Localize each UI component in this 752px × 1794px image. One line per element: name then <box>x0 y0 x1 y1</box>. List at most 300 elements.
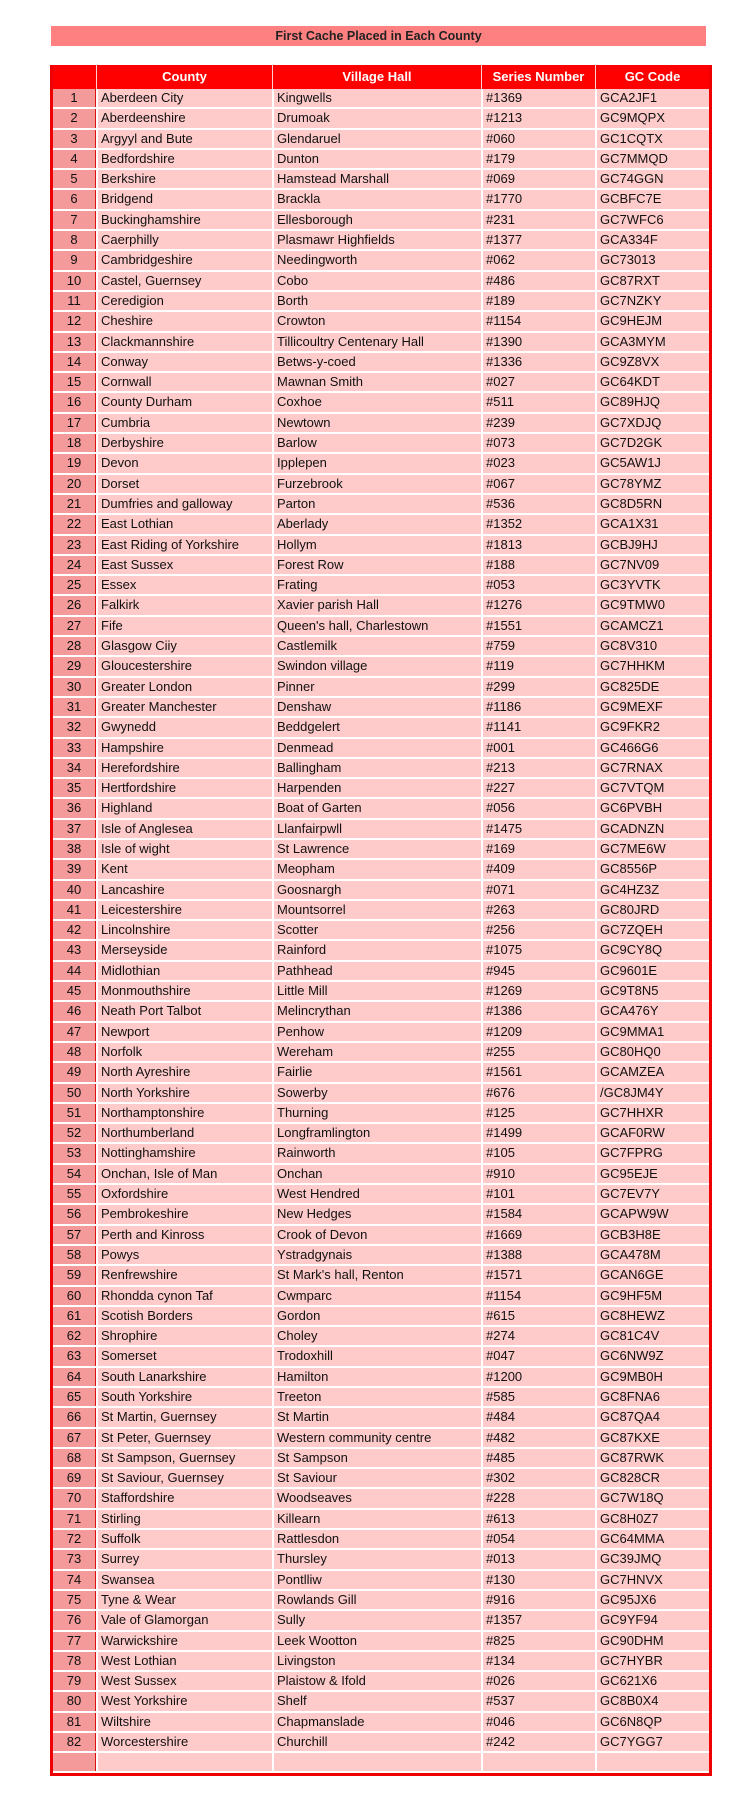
header-index <box>53 65 96 89</box>
table-row <box>53 698 709 718</box>
table-row <box>53 617 709 637</box>
county-cell: Midlothian <box>96 962 272 980</box>
series-number-cell: #1075 <box>481 941 595 959</box>
table-row <box>53 1489 709 1509</box>
village-hall-cell: Melincrythan <box>272 1002 481 1020</box>
table-row <box>53 1347 709 1367</box>
county-cell: Cambridgeshire <box>96 251 272 269</box>
table-row <box>53 556 709 576</box>
row-number: 69 <box>53 1469 96 1487</box>
table-row <box>53 251 709 271</box>
table-row <box>53 1307 709 1327</box>
county-cell: Merseyside <box>96 941 272 959</box>
village-hall-cell: Hollym <box>272 536 481 554</box>
county-cell: Suffolk <box>96 1530 272 1548</box>
village-hall-cell: Beddgelert <box>272 718 481 736</box>
row-number: 51 <box>53 1104 96 1122</box>
village-hall-cell: Choley <box>272 1327 481 1345</box>
row-number: 30 <box>53 678 96 696</box>
row-number: 66 <box>53 1408 96 1426</box>
gc-code-cell: GCAMCZ1 <box>595 617 709 635</box>
gc-code-cell: GC6N8QP <box>595 1713 709 1731</box>
series-number-cell: #046 <box>481 1713 595 1731</box>
county-cell: Northamptonshire <box>96 1104 272 1122</box>
county-cell: West Lothian <box>96 1652 272 1670</box>
series-number-cell: #302 <box>481 1469 595 1487</box>
row-number: 17 <box>53 414 96 432</box>
county-cell: Berkshire <box>96 170 272 188</box>
county-cell: Clackmannshire <box>96 333 272 351</box>
county-cell: Bedfordshire <box>96 150 272 168</box>
row-number: 64 <box>53 1368 96 1386</box>
gc-code-cell: GC7MMQD <box>595 150 709 168</box>
village-hall-cell: Pathhead <box>272 962 481 980</box>
series-number-cell: #134 <box>481 1652 595 1670</box>
table-row <box>53 820 709 840</box>
gc-code-cell: GCA478M <box>595 1246 709 1264</box>
table-row <box>53 1611 709 1631</box>
series-number-cell: #1154 <box>481 312 595 330</box>
gc-code-cell: GC87RWK <box>595 1449 709 1467</box>
row-number: 81 <box>53 1713 96 1731</box>
gc-code-cell: GC7FPRG <box>595 1144 709 1162</box>
series-number-cell: #1475 <box>481 820 595 838</box>
series-number-cell: #1209 <box>481 1023 595 1041</box>
row-number: 31 <box>53 698 96 716</box>
table-row <box>53 1002 709 1022</box>
table-row <box>53 779 709 799</box>
row-number: 23 <box>53 536 96 554</box>
gc-code-cell: GC80HQ0 <box>595 1043 709 1061</box>
village-hall-cell: Plaistow & Ifold <box>272 1672 481 1690</box>
series-number-cell: #026 <box>481 1672 595 1690</box>
table-row <box>53 921 709 941</box>
gc-code-cell: GC39JMQ <box>595 1550 709 1568</box>
table-row <box>53 434 709 454</box>
county-cell: Greater Manchester <box>96 698 272 716</box>
county-cell: St Sampson, Guernsey <box>96 1449 272 1467</box>
county-cell: Perth and Kinross <box>96 1226 272 1244</box>
row-number: 9 <box>53 251 96 269</box>
table-row <box>53 596 709 616</box>
village-hall-cell: Plasmawr Highfields <box>272 231 481 249</box>
table-title: First Cache Placed in Each County <box>51 26 706 46</box>
series-number-cell: #1551 <box>481 617 595 635</box>
county-cell: Derbyshire <box>96 434 272 452</box>
village-hall-cell: Castlemilk <box>272 637 481 655</box>
table-row <box>53 881 709 901</box>
series-number-cell: #676 <box>481 1084 595 1102</box>
gc-code-cell: GC7XDJQ <box>595 414 709 432</box>
county-cell: Leicestershire <box>96 901 272 919</box>
gc-code-cell: GC9MQPX <box>595 109 709 127</box>
gc-code-cell: GC4HZ3Z <box>595 881 709 899</box>
gc-code-cell: GC6PVBH <box>595 799 709 817</box>
table-row <box>53 312 709 332</box>
series-number-cell: #013 <box>481 1550 595 1568</box>
series-number-cell: #001 <box>481 739 595 757</box>
table-row <box>53 536 709 556</box>
row-number: 53 <box>53 1144 96 1162</box>
village-hall-cell: Boat of Garten <box>272 799 481 817</box>
county-cell: Lincolnshire <box>96 921 272 939</box>
county-cell: Falkirk <box>96 596 272 614</box>
row-number: 22 <box>53 515 96 533</box>
table-row <box>53 353 709 373</box>
county-cell: Somerset <box>96 1347 272 1365</box>
village-hall-cell: Newtown <box>272 414 481 432</box>
village-hall-cell: Queen's hall, Charlestown <box>272 617 481 635</box>
series-number-cell: #179 <box>481 150 595 168</box>
empty-cell <box>595 1753 709 1771</box>
row-number: 16 <box>53 393 96 411</box>
village-hall-cell: Goosnargh <box>272 881 481 899</box>
row-number: 78 <box>53 1652 96 1670</box>
row-number: 62 <box>53 1327 96 1345</box>
table-row <box>53 1287 709 1307</box>
row-number: 82 <box>53 1733 96 1751</box>
gc-code-cell: GC90DHM <box>595 1632 709 1650</box>
village-hall-cell: Rowlands Gill <box>272 1591 481 1609</box>
gc-code-cell: GC87KXE <box>595 1429 709 1447</box>
county-cell: Highland <box>96 799 272 817</box>
county-cell: Gloucestershire <box>96 657 272 675</box>
series-number-cell: #1377 <box>481 231 595 249</box>
series-number-cell: #1352 <box>481 515 595 533</box>
row-number: 77 <box>53 1632 96 1650</box>
village-hall-cell: Mawnan Smith <box>272 373 481 391</box>
row-number: 47 <box>53 1023 96 1041</box>
table-row <box>53 657 709 677</box>
table-row <box>53 393 709 413</box>
row-number: 46 <box>53 1002 96 1020</box>
county-cell: Monmouthshire <box>96 982 272 1000</box>
gc-code-cell: GC7D2GK <box>595 434 709 452</box>
village-hall-cell: Longframlington <box>272 1124 481 1142</box>
table-row <box>53 637 709 657</box>
village-hall-cell: Livingston <box>272 1652 481 1670</box>
row-number: 44 <box>53 962 96 980</box>
table-row <box>53 454 709 474</box>
row-number: 15 <box>53 373 96 391</box>
series-number-cell: #047 <box>481 1347 595 1365</box>
row-number: 54 <box>53 1165 96 1183</box>
county-cell: South Lanarkshire <box>96 1368 272 1386</box>
series-number-cell: #1141 <box>481 718 595 736</box>
gc-code-cell: GC7NV09 <box>595 556 709 574</box>
row-number: 6 <box>53 190 96 208</box>
series-number-cell: #255 <box>481 1043 595 1061</box>
row-number: 48 <box>53 1043 96 1061</box>
county-cell: West Sussex <box>96 1672 272 1690</box>
county-cell: Vale of Glamorgan <box>96 1611 272 1629</box>
county-cell: East Lothian <box>96 515 272 533</box>
village-hall-cell: Hamilton <box>272 1368 481 1386</box>
series-number-cell: #1336 <box>481 353 595 371</box>
village-hall-cell: Dunton <box>272 150 481 168</box>
village-hall-cell: Denmead <box>272 739 481 757</box>
county-cell: Aberdeenshire <box>96 109 272 127</box>
table-row <box>53 1165 709 1185</box>
village-hall-cell: Woodseaves <box>272 1489 481 1507</box>
table-row <box>53 130 709 150</box>
table-row <box>53 1652 709 1672</box>
village-hall-cell: Parton <box>272 495 481 513</box>
village-hall-cell: New Hedges <box>272 1205 481 1223</box>
series-number-cell: #071 <box>481 881 595 899</box>
gc-code-cell: GCAMZEA <box>595 1063 709 1081</box>
row-number: 10 <box>53 272 96 290</box>
county-cell: Neath Port Talbot <box>96 1002 272 1020</box>
gc-code-cell: GC7HYBR <box>595 1652 709 1670</box>
table-row <box>53 1692 709 1712</box>
village-hall-cell: Penhow <box>272 1023 481 1041</box>
table-row <box>53 901 709 921</box>
row-number: 25 <box>53 576 96 594</box>
table-row <box>53 1043 709 1063</box>
village-hall-cell: Cobo <box>272 272 481 290</box>
row-number: 2 <box>53 109 96 127</box>
village-hall-cell: St Sampson <box>272 1449 481 1467</box>
gc-code-cell: GC81C4V <box>595 1327 709 1345</box>
village-hall-cell: Hamstead Marshall <box>272 170 481 188</box>
table-row <box>53 89 709 109</box>
village-hall-cell: Trodoxhill <box>272 1347 481 1365</box>
county-cell: Dumfries and galloway <box>96 495 272 513</box>
village-hall-cell: Churchill <box>272 1733 481 1751</box>
header-village-hall: Village Hall <box>272 65 481 89</box>
village-hall-cell: Little Mill <box>272 982 481 1000</box>
county-cell: Nottinghamshire <box>96 1144 272 1162</box>
village-hall-cell: Xavier parish Hall <box>272 596 481 614</box>
series-number-cell: #213 <box>481 759 595 777</box>
county-cell: Gwynedd <box>96 718 272 736</box>
series-number-cell: #1388 <box>481 1246 595 1264</box>
gc-code-cell: GC3YVTK <box>595 576 709 594</box>
village-hall-cell: Crook of Devon <box>272 1226 481 1244</box>
series-number-cell: #615 <box>481 1307 595 1325</box>
series-number-cell: #759 <box>481 637 595 655</box>
county-cell: Ceredigion <box>96 292 272 310</box>
gc-code-cell: GC7RNAX <box>595 759 709 777</box>
village-hall-cell: Swindon village <box>272 657 481 675</box>
table-row <box>53 962 709 982</box>
row-number: 68 <box>53 1449 96 1467</box>
series-number-cell: #484 <box>481 1408 595 1426</box>
village-hall-cell: Denshaw <box>272 698 481 716</box>
row-number: 76 <box>53 1611 96 1629</box>
table-row <box>53 1408 709 1428</box>
gc-code-cell: GCA476Y <box>595 1002 709 1020</box>
gc-code-cell: GC8556P <box>595 860 709 878</box>
table-row <box>53 414 709 434</box>
series-number-cell: #1561 <box>481 1063 595 1081</box>
gc-code-cell: GCA2JF1 <box>595 89 709 107</box>
table-row <box>53 576 709 596</box>
county-cell: Hampshire <box>96 739 272 757</box>
table-row <box>53 982 709 1002</box>
village-hall-cell: Killearn <box>272 1510 481 1528</box>
row-number: 18 <box>53 434 96 452</box>
series-number-cell: #1186 <box>481 698 595 716</box>
table-row <box>53 1733 709 1753</box>
gc-code-cell: GCAN6GE <box>595 1266 709 1284</box>
table-row <box>53 211 709 231</box>
row-number: 43 <box>53 941 96 959</box>
county-cell: Glasgow Ciiy <box>96 637 272 655</box>
village-hall-cell: Betws-y-coed <box>272 353 481 371</box>
county-cell: Buckinghamshire <box>96 211 272 229</box>
row-number: 24 <box>53 556 96 574</box>
row-number: 40 <box>53 881 96 899</box>
series-number-cell: #274 <box>481 1327 595 1345</box>
county-cell: Aberdeen City <box>96 89 272 107</box>
gc-code-cell: GCADNZN <box>595 820 709 838</box>
series-number-cell: #1200 <box>481 1368 595 1386</box>
gc-code-cell: GC621X6 <box>595 1672 709 1690</box>
county-cell: Newport <box>96 1023 272 1041</box>
county-cell: Fife <box>96 617 272 635</box>
header-gc-code: GC Code <box>595 65 709 89</box>
village-hall-cell: Aberlady <box>272 515 481 533</box>
series-number-cell: #062 <box>481 251 595 269</box>
row-number: 45 <box>53 982 96 1000</box>
series-number-cell: #125 <box>481 1104 595 1122</box>
row-number: 21 <box>53 495 96 513</box>
series-number-cell: #023 <box>481 454 595 472</box>
table-row <box>53 1246 709 1266</box>
village-hall-cell: Harpenden <box>272 779 481 797</box>
gc-code-cell: GCA334F <box>595 231 709 249</box>
row-number: 72 <box>53 1530 96 1548</box>
village-hall-cell: Ballingham <box>272 759 481 777</box>
table-row <box>53 1591 709 1611</box>
gc-code-cell: GCBJ9HJ <box>595 536 709 554</box>
gc-code-cell: GCA1X31 <box>595 515 709 533</box>
county-cell: St Peter, Guernsey <box>96 1429 272 1447</box>
gc-code-cell: GC8H0Z7 <box>595 1510 709 1528</box>
county-cell: Bridgend <box>96 190 272 208</box>
series-number-cell: #537 <box>481 1692 595 1710</box>
table-row <box>53 1368 709 1388</box>
county-cell: Tyne & Wear <box>96 1591 272 1609</box>
table-row <box>53 1510 709 1530</box>
village-hall-cell: Glendaruel <box>272 130 481 148</box>
row-number: 79 <box>53 1672 96 1690</box>
county-cell: Lancashire <box>96 881 272 899</box>
series-number-cell: #1154 <box>481 1287 595 1305</box>
table-row <box>53 272 709 292</box>
gc-code-cell: GC9MB0H <box>595 1368 709 1386</box>
row-number: 27 <box>53 617 96 635</box>
gc-code-cell: GCAF0RW <box>595 1124 709 1142</box>
row-number: 29 <box>53 657 96 675</box>
row-number: 67 <box>53 1429 96 1447</box>
village-hall-cell: Pontlliw <box>272 1571 481 1589</box>
table-row <box>53 333 709 353</box>
row-number: 35 <box>53 779 96 797</box>
gc-code-cell: GC7W18Q <box>595 1489 709 1507</box>
table-row <box>53 1632 709 1652</box>
village-hall-cell: Scotter <box>272 921 481 939</box>
series-number-cell: #054 <box>481 1530 595 1548</box>
gc-code-cell: GC64KDT <box>595 373 709 391</box>
series-number-cell: #101 <box>481 1185 595 1203</box>
gc-code-cell: GC9MMA1 <box>595 1023 709 1041</box>
gc-code-cell: GC89HJQ <box>595 393 709 411</box>
series-number-cell: #613 <box>481 1510 595 1528</box>
series-number-cell: #189 <box>481 292 595 310</box>
series-number-cell: #1669 <box>481 1226 595 1244</box>
village-hall-cell: Drumoak <box>272 109 481 127</box>
row-number: 56 <box>53 1205 96 1223</box>
gc-code-cell: GC80JRD <box>595 901 709 919</box>
village-hall-cell: Fairlie <box>272 1063 481 1081</box>
series-number-cell: #027 <box>481 373 595 391</box>
row-number: 57 <box>53 1226 96 1244</box>
table-row <box>53 1429 709 1449</box>
village-hall-cell: Crowton <box>272 312 481 330</box>
village-hall-cell: St Saviour <box>272 1469 481 1487</box>
empty-cell <box>53 1753 96 1771</box>
gc-code-cell: GC7HHXR <box>595 1104 709 1122</box>
county-cell: Devon <box>96 454 272 472</box>
series-number-cell: #1571 <box>481 1266 595 1284</box>
row-number: 7 <box>53 211 96 229</box>
county-cell: Caerphilly <box>96 231 272 249</box>
village-hall-cell: Mountsorrel <box>272 901 481 919</box>
series-number-cell: #1369 <box>481 89 595 107</box>
gc-code-cell: GC74GGN <box>595 170 709 188</box>
empty-cell <box>96 1753 272 1771</box>
table-row <box>53 1084 709 1104</box>
table-body <box>53 89 709 1773</box>
series-number-cell: #1813 <box>481 536 595 554</box>
row-number: 38 <box>53 840 96 858</box>
county-cell: County Durham <box>96 393 272 411</box>
village-hall-cell: Cwmparc <box>272 1287 481 1305</box>
table-row <box>53 1185 709 1205</box>
row-number: 75 <box>53 1591 96 1609</box>
row-number: 11 <box>53 292 96 310</box>
gc-code-cell: GC95JX6 <box>595 1591 709 1609</box>
series-number-cell: #188 <box>481 556 595 574</box>
county-cell: Kent <box>96 860 272 878</box>
county-cell: Cornwall <box>96 373 272 391</box>
series-number-cell: #169 <box>481 840 595 858</box>
series-number-cell: #069 <box>481 170 595 188</box>
row-number: 36 <box>53 799 96 817</box>
series-number-cell: #228 <box>481 1489 595 1507</box>
row-number: 28 <box>53 637 96 655</box>
series-number-cell: #060 <box>481 130 595 148</box>
row-number: 59 <box>53 1266 96 1284</box>
county-cell: Norfolk <box>96 1043 272 1061</box>
gc-code-cell: GC9MEXF <box>595 698 709 716</box>
county-cell: St Saviour, Guernsey <box>96 1469 272 1487</box>
gc-code-cell: GC825DE <box>595 678 709 696</box>
county-cell: Greater London <box>96 678 272 696</box>
row-number: 50 <box>53 1084 96 1102</box>
series-number-cell: #1269 <box>481 982 595 1000</box>
row-number: 42 <box>53 921 96 939</box>
county-cell: Powys <box>96 1246 272 1264</box>
gc-code-cell: GC7EV7Y <box>595 1185 709 1203</box>
village-hall-cell: Coxhoe <box>272 393 481 411</box>
row-number: 73 <box>53 1550 96 1568</box>
county-cell: Swansea <box>96 1571 272 1589</box>
county-cell: Rhondda cynon Taf <box>96 1287 272 1305</box>
